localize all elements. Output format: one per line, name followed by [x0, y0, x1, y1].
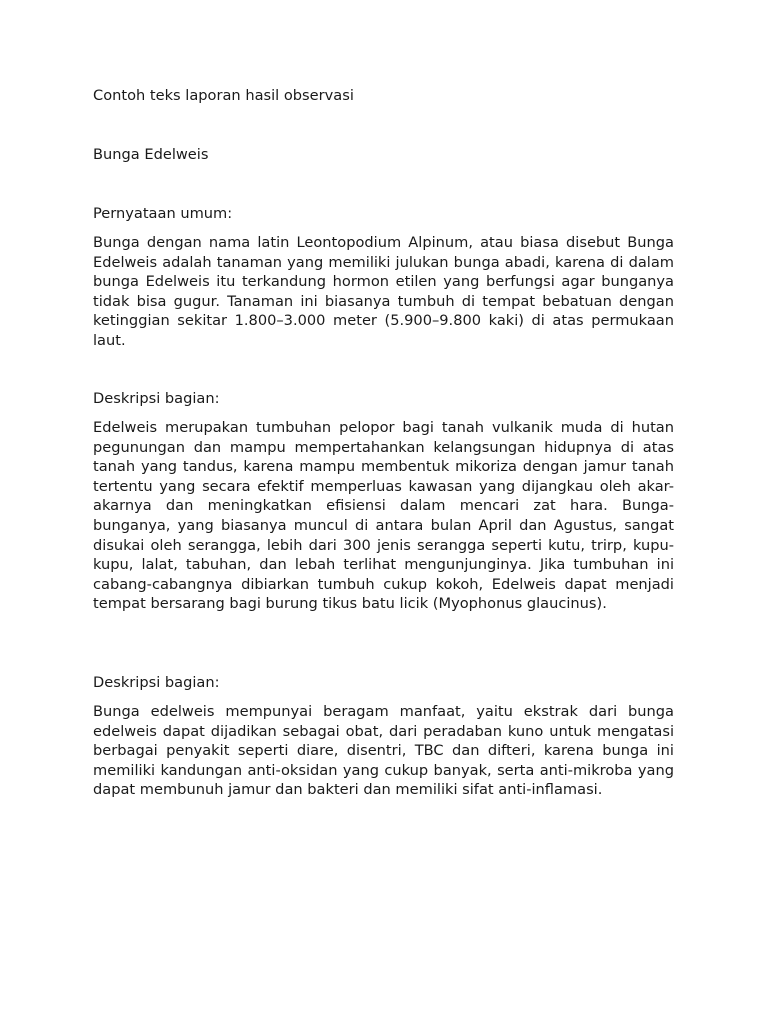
- section-heading-part-description-1: Deskripsi bagian:: [93, 390, 220, 407]
- document-title: Bunga Edelweis: [93, 146, 209, 163]
- document-intro: Contoh teks laporan hasil observasi: [93, 87, 354, 104]
- section-body-general-statement: Bunga dengan nama latin Leontopodium Alpinum, atau biasa disebut Bunga Edelweis adalah tanaman yang memiliki julukan bunga abadi, karena di dalam bunga Edelweis itu terkandung hormon etilen yang berfungsi agar bunganya tidak bisa gugur. Tanaman ini biasanya tumbuh di tempat bebatuan dengan ketinggian sekitar 1.800–3.000 meter (5.900–9.800 kaki) di atas permukaan laut.: [93, 234, 674, 349]
- section-body-part-description-1: Edelweis merupakan tumbuhan pelopor bagi tanah vulkanik muda di hutan pegunungan dan mampu mempertahankan kelangsungan hidupnya di atas tanah yang tandus, karena mampu membentuk mikoriza dengan jamur tanah tertentu yang secara efektif memperluas kawasan yang dijangkau oleh akar-akarnya dan meningkatkan efisiensi dalam mencari zat hara. Bunga-bunganya, yang biasanya muncul di antara bulan April dan Agustus, sangat disukai oleh serangga, lebih dari 300 jenis serangga seperti kutu, trirp, kupu-kupu, lalat, tabuhan, dan lebah terlihat mengunjunginya. Jika tumbuhan ini cabang-cabangnya dibiarkan tumbuh cukup kokoh, Edelweis dapat menjadi tempat bersarang bagi burung tikus batu licik (Myophonus glaucinus).: [93, 419, 674, 613]
- section-body-part-description-2: Bunga edelweis mempunyai beragam manfaat, yaitu ekstrak dari bunga edelweis dapat dijadikan sebagai obat, dari peradaban kuno untuk mengatasi berbagai penyakit seperti diare, disentri, TBC dan difteri, karena bunga ini memiliki kandungan anti-oksidan yang cukup banyak, serta anti-mikroba yang dapat membunuh jamur dan bakteri dan memiliki sifat anti-inflamasi.: [93, 703, 674, 799]
- section-heading-part-description-2: Deskripsi bagian:: [93, 674, 220, 691]
- section-heading-general-statement: Pernyataan umum:: [93, 205, 233, 222]
